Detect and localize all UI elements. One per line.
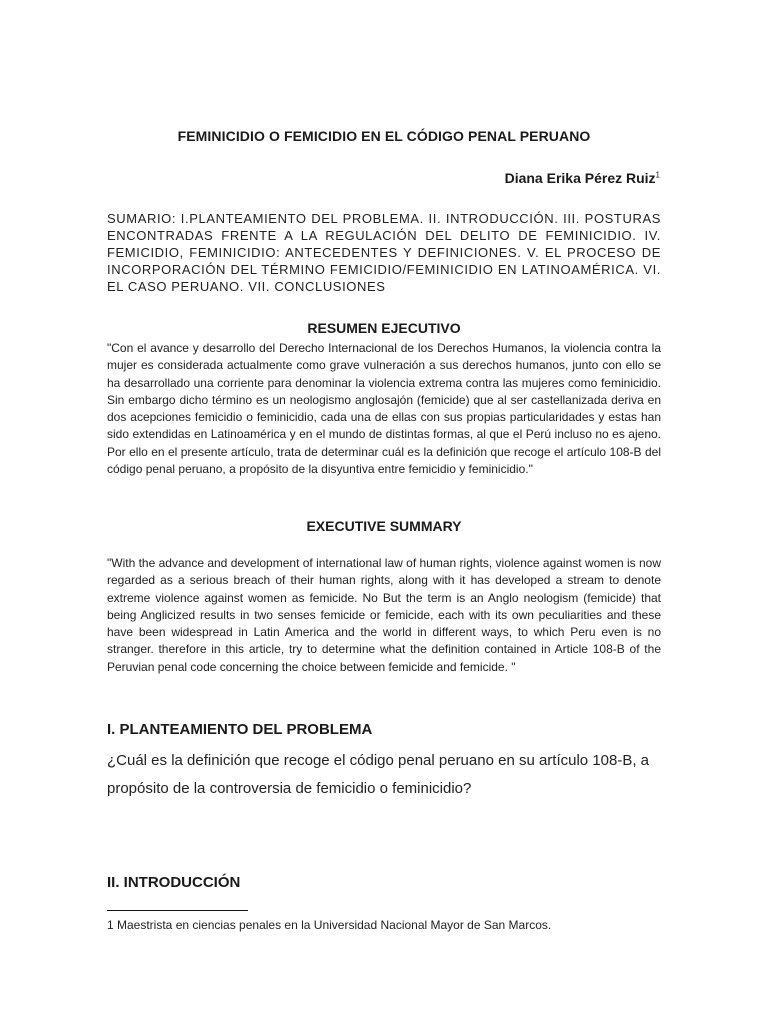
footnote-1: 1 Maestrista en ciencias penales en la Universidad Nacional Mayor de San Marcos. [107,918,552,932]
section-2-heading: II. INTRODUCCIÓN [107,874,241,891]
document-title: FEMINICIDIO O FEMICIDIO EN EL CÓDIGO PENAL PERUANO [177,128,591,144]
author-line [505,170,660,186]
resumen-paragraph: "Con el avance y desarrollo del Derecho Internacional de los Derechos Humanos, la violencia contra la mujer es considerada actualmente como grave vulneración a sus derechos humanos, junto con ello se ha desarrollado una corriente para denominar la violencia extrema contra las mujeres como feminicidio. Sin embargo dicho término es un neologismo anglosajón (femicide) que al ser castellanizada deriva en dos acepciones femicidio o feminicidio, cada una de ellas con sus propias particularidades y estas han sido extendidas en Latinoamérica y en el mundo de distintas formas, al que el Perú incluso no es ajeno. Por ello en el presente artículo, trata de determinar cuál es la definición que recoge el artículo 108-B del código penal peruano, a propósito de la disyuntiva entre femicidio y feminicidio." [107,341,661,477]
author-name: Diana Erika Pérez Ruiz [504,170,656,186]
author-footnote-mark[interactable]: 1 [655,170,660,180]
executive-summary-heading: EXECUTIVE SUMMARY [306,518,462,534]
footnote-divider [107,910,248,911]
executive-summary-paragraph: "With the advance and development of international law of human rights, violence against women is now regarded as a serious breach of their human rights, along with it has developed a stream to denote extreme violence against women as femicide. No But the term is an Anglo neologism (femicide) that being Anglicized results in two senses femicide or femicide, each with its own peculiarities and these have been widespread in Latin America and the world in different ways, to which Peru even is no stranger. therefore in this article, try to determine what the definition contained in Article 108-B of the Peruvian penal code concerning the choice between femicide and femicide. " [107,556,661,674]
resumen-heading: RESUMEN EJECUTIVO [307,320,461,336]
summary-paragraph: SUMARIO: I.PLANTEAMIENTO DEL PROBLEMA. II. INTRODUCCIÓN. III. POSTURAS ENCONTRADAS FRENTE A LA REGULACIÓN DEL DELITO DE FEMINICIDIO. IV. FEMICIDIO, FEMINICIDIO: ANTECEDENTES Y DEFINICIONES. V. EL PROCESO DE INCORPORACIÓN DEL TÉRMINO FEMICIDIO/FEMINICIDIO EN LATINOAMÉRICA. VI. EL CASO PERUANO. VII. CONCLUSIONES [107,211,661,294]
section-1-question: ¿Cuál es la definición que recoge el código penal peruano en su artículo 108-B, a propósito de la controversia de femicidio o feminicidio? [107,752,650,797]
section-1-heading: I. PLANTEAMIENTO DEL PROBLEMA [107,721,373,738]
